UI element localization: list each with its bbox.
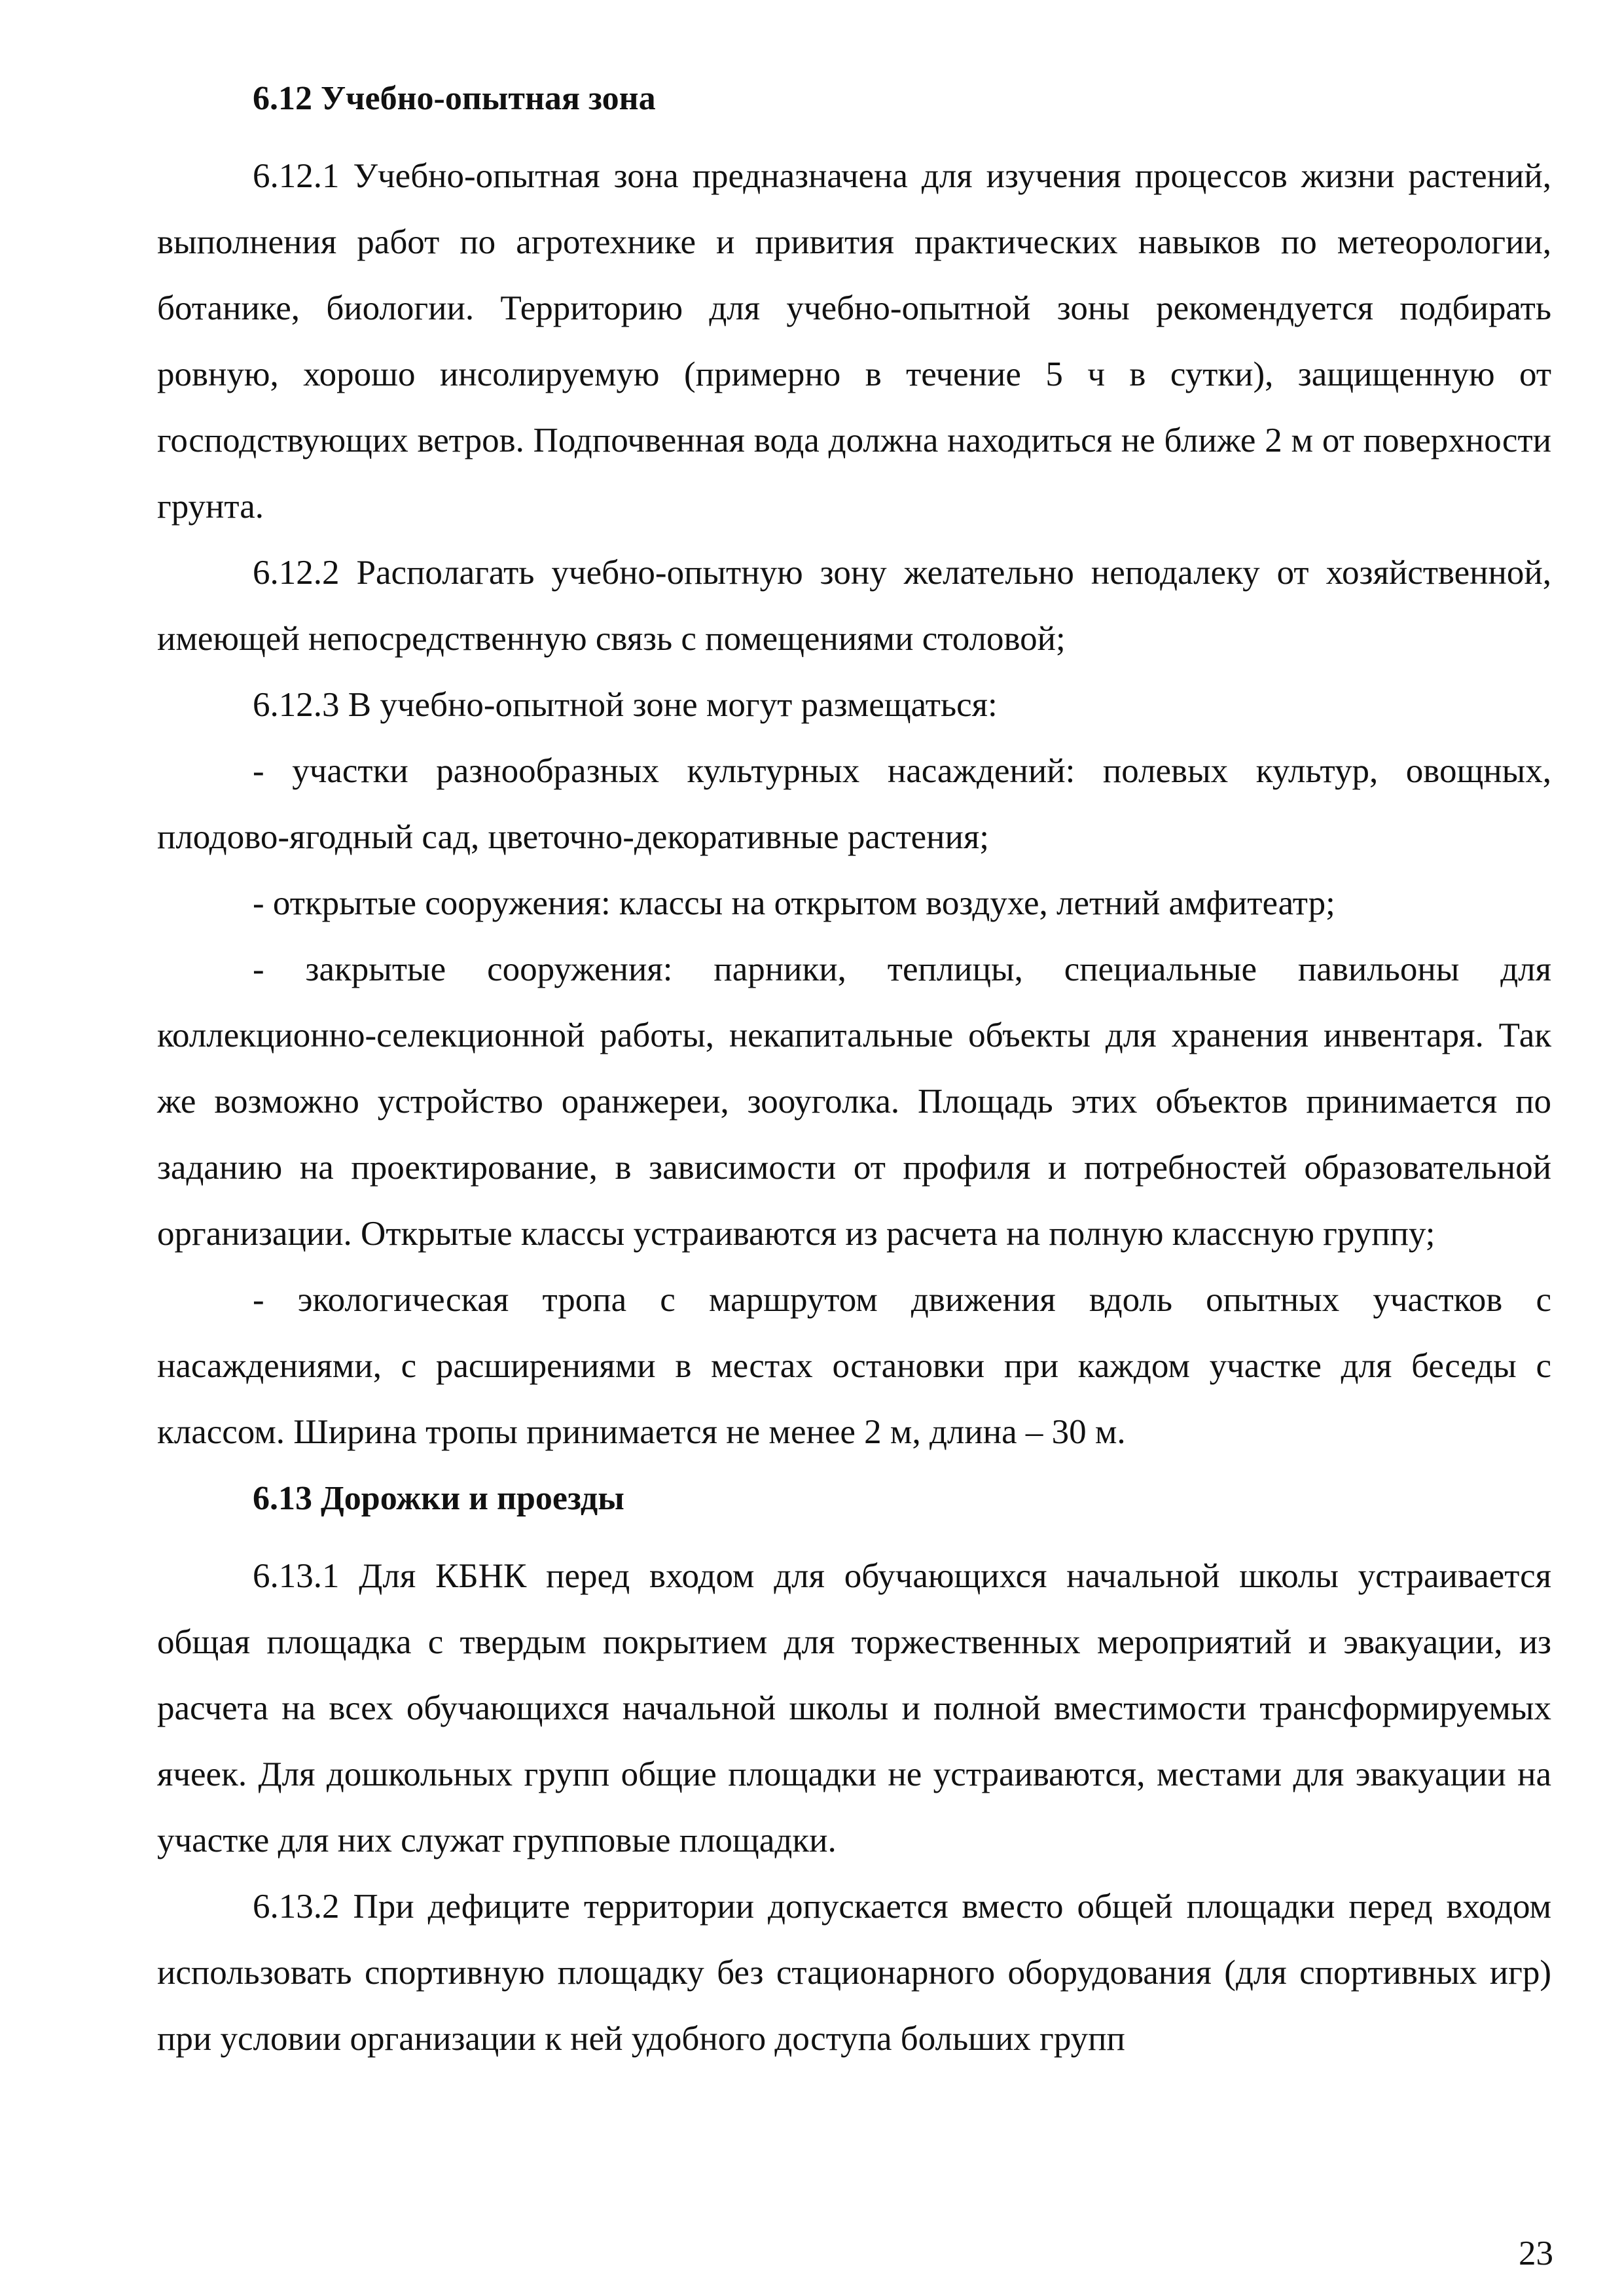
page-number: 23	[1519, 2234, 1553, 2272]
paragraph-6-12-3: 6.12.3 В учебно-опытной зоне могут размещаться:	[253, 686, 998, 724]
section-heading-6-13: 6.13 Дорожки и проезды	[253, 1480, 624, 1517]
list-item-open-structures: - открытые сооружения: классы на открытом воздухе, летний амфитеатр;	[253, 884, 1335, 922]
paragraph-6-12-1: 6.12.1 Учебно-опытная зона предназначена для изучения процессов жизни растений, выполнения работ по агротехнике и привития практических навыков по метеорологии, ботанике, биологии. Территорию для учебно-опытной зоны рекомендуется подбирать ровную, хорошо инсолируемую (примерно в течение 5 ч в сутки), защищенную от господствующих ветров. Подпочвенная вода должна находиться не ближе 2 м от поверхности грунта.	[157, 157, 1551, 526]
paragraph-6-13-2: 6.13.2 При дефиците территории допускается вместо общей площадки перед входом использовать спортивную площадку без стационарного оборудования (для спортивных игр) при условии организации к ней удобного доступа больших групп	[157, 1888, 1551, 2058]
document-page	[157, 77, 1551, 2072]
section-heading-6-12: 6.12 Учебно-опытная зона	[253, 80, 656, 117]
list-item-ecological-trail: - экологическая тропа с маршрутом движения вдоль опытных участков с насаждениями, с расширениями в местах остановки при каждом участке для беседы с классом. Ширина тропы принимается не менее 2 м, длина – 30 м.	[157, 1281, 1551, 1451]
paragraph-6-12-2: 6.12.2 Располагать учебно-опытную зону желательно неподалеку от хозяйственной, имеющей непосредственную связь с помещениями столовой;	[157, 554, 1551, 658]
list-item-cultural-plantings: - участки разнообразных культурных насаждений: полевых культур, овощных, плодово-ягодный сад, цветочно-декоративные растения;	[157, 752, 1551, 856]
paragraph-6-13-1: 6.13.1 Для КБНК перед входом для обучающихся начальной школы устраивается общая площадка с твердым покрытием для торжественных мероприятий и эвакуации, из расчета на всех обучающихся начальной школы и полной вместимости трансформируемых ячеек. Для дошкольных групп общие площадки не устраиваются, местами для эвакуации на участке для них служат групповые площадки.	[157, 1557, 1551, 1859]
list-item-closed-structures: - закрытые сооружения: парники, теплицы, специальные павильоны для коллекционно-селекционной работы, некапитальные объекты для хранения инвентаря. Так же возможно устройство оранжереи, зооуголка. Площадь этих объектов принимается по заданию на проектирование, в зависимости от профиля и потребностей образовательной организации. Открытые классы устраиваются из расчета на полную классную группу;	[157, 950, 1551, 1253]
